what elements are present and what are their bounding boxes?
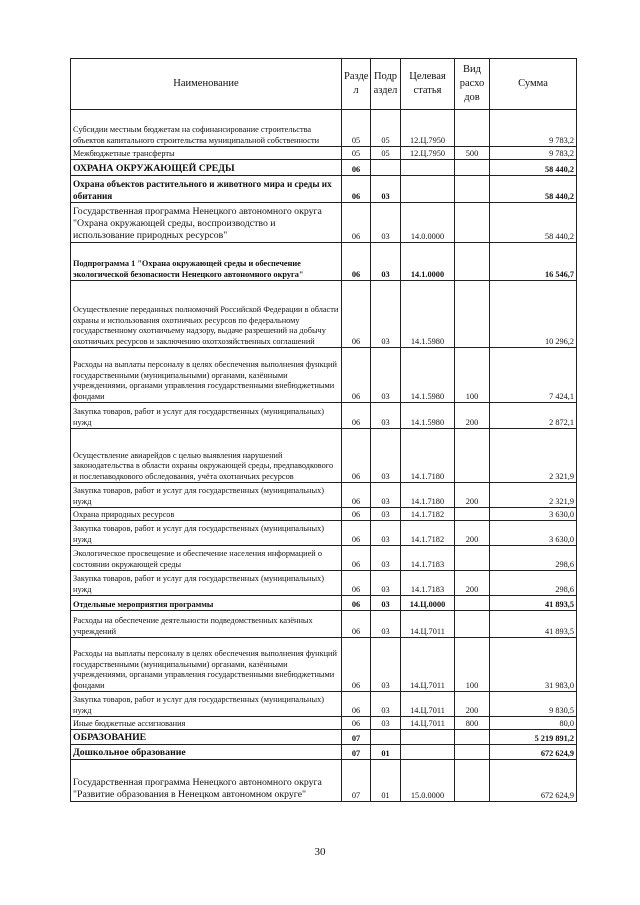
row-name: Расходы на выплаты персоналу в целях обеспечения выполнения функций государственными (муниципальными) органами, казёнными учреждениями, органами управления государственными внебюджетными фондами	[71, 638, 342, 692]
row-sum: 5 219 891,2	[490, 730, 577, 745]
row-name: Иные бюджетные ассигнования	[71, 717, 342, 730]
row-sum: 9 830,5	[490, 692, 577, 717]
row-razdel: 06	[342, 203, 371, 243]
header-name: Наименование	[71, 59, 342, 110]
table-row	[71, 160, 577, 176]
header-target-article: Целевая статья	[401, 59, 455, 110]
row-razdel: 06	[342, 546, 371, 571]
table-row	[71, 717, 577, 730]
row-name: Осуществление переданных полномочий Российской Федерации в области охраны и использования охотничьих ресурсов по федеральному государственному охотничьему надзору, выдаче разрешений на добычу охотничьих ресурсов и заключению охотхозяйственных соглашений	[71, 281, 342, 348]
row-name: Закупка товаров, работ и услуг для государственных (муниципальных) нужд	[71, 483, 342, 508]
row-target-article: 12.Ц.7950	[401, 147, 455, 160]
row-expense-type: 200	[455, 483, 490, 508]
budget-table	[70, 58, 577, 802]
row-razdel: 06	[342, 638, 371, 692]
row-target-article	[401, 176, 455, 203]
row-target-article: 14.0.0000	[401, 203, 455, 243]
row-name: Закупка товаров, работ и услуг для государственных (муниципальных) нужд	[71, 692, 342, 717]
row-podrazdel: 03	[371, 429, 401, 483]
row-name: Охрана объектов растительного и животного мира и среды их обитания	[71, 176, 342, 203]
row-razdel: 06	[342, 348, 371, 403]
row-expense-type	[455, 203, 490, 243]
row-expense-type: 200	[455, 403, 490, 429]
row-razdel: 06	[342, 160, 371, 176]
row-podrazdel: 03	[371, 176, 401, 203]
row-name: Закупка товаров, работ и услуг для государственных (муниципальных) нужд	[71, 571, 342, 596]
row-name: ОБРАЗОВАНИЕ	[71, 730, 342, 745]
row-sum: 298,6	[490, 571, 577, 596]
row-podrazdel: 05	[371, 147, 401, 160]
row-razdel: 06	[342, 176, 371, 203]
row-expense-type	[455, 745, 490, 760]
row-name: ОХРАНА ОКРУЖАЮЩЕЙ СРЕДЫ	[71, 160, 342, 176]
table-row	[71, 611, 577, 638]
row-podrazdel: 05	[371, 110, 401, 147]
row-razdel: 06	[342, 281, 371, 348]
row-razdel: 06	[342, 243, 371, 281]
table-body	[71, 110, 577, 802]
row-target-article: 12.Ц.7950	[401, 110, 455, 147]
row-target-article: 15.0.0000	[401, 760, 455, 802]
row-target-article	[401, 745, 455, 760]
row-target-article: 14.1.7183	[401, 546, 455, 571]
header-expense-type: Вид расхо дов	[455, 59, 490, 110]
table-row	[71, 403, 577, 429]
row-razdel: 07	[342, 730, 371, 745]
row-podrazdel: 03	[371, 521, 401, 546]
row-name: Межбюджетные трансферты	[71, 147, 342, 160]
header-sum: Сумма	[490, 59, 577, 110]
table-row	[71, 596, 577, 611]
row-sum: 58 440,2	[490, 203, 577, 243]
row-expense-type: 200	[455, 571, 490, 596]
row-expense-type: 200	[455, 692, 490, 717]
row-sum: 80,0	[490, 717, 577, 730]
row-sum: 9 783,2	[490, 110, 577, 147]
table-row	[71, 760, 577, 802]
row-expense-type	[455, 508, 490, 521]
row-target-article: 14.Ц.7011	[401, 692, 455, 717]
table-row	[71, 429, 577, 483]
table-row	[71, 203, 577, 243]
row-sum: 58 440,2	[490, 160, 577, 176]
row-sum: 9 783,2	[490, 147, 577, 160]
table-row	[71, 745, 577, 760]
row-name: Дошкольное образование	[71, 745, 342, 760]
row-target-article: 14.1.0000	[401, 243, 455, 281]
row-name: Расходы на выплаты персоналу в целях обеспечения выполнения функций государственными (муниципальными) органами, казёнными учреждениями, органами управления государственными внебюджетными фондами	[71, 348, 342, 403]
row-target-article: 14.1.7180	[401, 429, 455, 483]
table-row	[71, 692, 577, 717]
table-row	[71, 281, 577, 348]
row-razdel: 05	[342, 110, 371, 147]
row-podrazdel: 01	[371, 745, 401, 760]
row-podrazdel: 03	[371, 483, 401, 508]
row-podrazdel: 03	[371, 692, 401, 717]
page-number: 30	[314, 846, 326, 858]
table-row	[71, 571, 577, 596]
row-target-article: 14.1.7182	[401, 521, 455, 546]
row-target-article: 14.1.7180	[401, 483, 455, 508]
table-row	[71, 508, 577, 521]
row-sum: 672 624,9	[490, 760, 577, 802]
row-razdel: 06	[342, 429, 371, 483]
row-sum: 16 546,7	[490, 243, 577, 281]
row-expense-type: 800	[455, 717, 490, 730]
row-sum: 41 893,5	[490, 611, 577, 638]
row-razdel: 06	[342, 717, 371, 730]
row-sum: 2 321,9	[490, 429, 577, 483]
table-row	[71, 110, 577, 147]
row-razdel: 06	[342, 596, 371, 611]
row-razdel: 06	[342, 611, 371, 638]
row-expense-type: 100	[455, 638, 490, 692]
row-expense-type	[455, 110, 490, 147]
row-podrazdel: 03	[371, 638, 401, 692]
row-target-article	[401, 730, 455, 745]
table-row	[71, 546, 577, 571]
row-expense-type	[455, 160, 490, 176]
table-row	[71, 521, 577, 546]
row-expense-type	[455, 429, 490, 483]
row-sum: 10 296,2	[490, 281, 577, 348]
row-sum: 3 630,0	[490, 521, 577, 546]
row-podrazdel: 03	[371, 243, 401, 281]
row-expense-type	[455, 243, 490, 281]
row-razdel: 06	[342, 692, 371, 717]
row-podrazdel: 03	[371, 203, 401, 243]
row-sum: 3 630,0	[490, 508, 577, 521]
row-target-article: 14.Ц.0000	[401, 596, 455, 611]
row-podrazdel: 03	[371, 611, 401, 638]
row-expense-type	[455, 281, 490, 348]
row-target-article: 14.1.5980	[401, 281, 455, 348]
row-sum: 298,6	[490, 546, 577, 571]
row-name: Государственная программа Ненецкого автономного округа "Охрана окружающей среды, воспроизводство и использование природных ресурсов"	[71, 203, 342, 243]
row-podrazdel: 03	[371, 596, 401, 611]
row-name: Отдельные мероприятия программы	[71, 596, 342, 611]
row-sum: 7 424,1	[490, 348, 577, 403]
row-razdel: 05	[342, 147, 371, 160]
row-razdel: 06	[342, 403, 371, 429]
row-razdel: 06	[342, 571, 371, 596]
row-razdel: 06	[342, 508, 371, 521]
table-row	[71, 147, 577, 160]
row-sum: 58 440,2	[490, 176, 577, 203]
row-expense-type	[455, 546, 490, 571]
row-name: Закупка товаров, работ и услуг для государственных (муниципальных) нужд	[71, 403, 342, 429]
row-podrazdel: 03	[371, 571, 401, 596]
row-name: Государственная программа Ненецкого автономного округа "Развитие образования в Ненецком автономном округе"	[71, 760, 342, 802]
row-razdel: 06	[342, 483, 371, 508]
row-target-article: 14.1.7183	[401, 571, 455, 596]
row-target-article: 14.1.5980	[401, 348, 455, 403]
row-podrazdel: 03	[371, 546, 401, 571]
row-target-article: 14.1.7182	[401, 508, 455, 521]
row-razdel: 07	[342, 760, 371, 802]
row-target-article: 14.Ц.7011	[401, 638, 455, 692]
row-podrazdel: 03	[371, 281, 401, 348]
row-expense-type: 200	[455, 521, 490, 546]
row-expense-type	[455, 760, 490, 802]
row-sum: 2 872,1	[490, 403, 577, 429]
row-name: Закупка товаров, работ и услуг для государственных (муниципальных) нужд	[71, 521, 342, 546]
table-row	[71, 638, 577, 692]
header-razdel: Разде л	[342, 59, 371, 110]
row-sum: 2 321,9	[490, 483, 577, 508]
table-row	[71, 243, 577, 281]
row-name: Подпрограмма 1 "Охрана окружающей среды и обеспечение экологической безопасности Ненецкого автономного округа"	[71, 243, 342, 281]
header-row	[71, 59, 577, 110]
row-razdel: 07	[342, 745, 371, 760]
row-expense-type	[455, 176, 490, 203]
row-target-article	[401, 160, 455, 176]
table-row	[71, 348, 577, 403]
header-podrazdel: Подр аздел	[371, 59, 401, 110]
row-sum: 41 893,5	[490, 596, 577, 611]
row-expense-type	[455, 596, 490, 611]
row-name: Охрана природных ресурсов	[71, 508, 342, 521]
row-name: Осуществление авиарейдов с целью выявления нарушений законодательства в области охраны окружающей среды, предпаводкового и послепаводкового обследования, учёта охотничьих ресурсов	[71, 429, 342, 483]
row-podrazdel: 01	[371, 760, 401, 802]
row-expense-type	[455, 611, 490, 638]
row-podrazdel: 03	[371, 348, 401, 403]
row-name: Расходы на обеспечение деятельности подведомственных казённых учреждений	[71, 611, 342, 638]
row-podrazdel: 03	[371, 508, 401, 521]
row-target-article: 14.Ц.7011	[401, 611, 455, 638]
table-row	[71, 483, 577, 508]
row-sum: 31 983,0	[490, 638, 577, 692]
row-podrazdel	[371, 730, 401, 745]
row-podrazdel: 03	[371, 717, 401, 730]
row-expense-type	[455, 730, 490, 745]
row-name: Экологическое просвещение и обеспечение населения информацией о состоянии окружающей среды	[71, 546, 342, 571]
row-expense-type: 100	[455, 348, 490, 403]
row-podrazdel	[371, 160, 401, 176]
table-row	[71, 176, 577, 203]
table-row	[71, 730, 577, 745]
row-target-article: 14.Ц.7011	[401, 717, 455, 730]
row-podrazdel: 03	[371, 403, 401, 429]
row-razdel: 06	[342, 521, 371, 546]
row-sum: 672 624,9	[490, 745, 577, 760]
row-expense-type: 500	[455, 147, 490, 160]
row-name: Субсидии местным бюджетам на софинансирование строительства объектов капитального строительства муниципальной собственности	[71, 110, 342, 147]
row-target-article: 14.1.5980	[401, 403, 455, 429]
